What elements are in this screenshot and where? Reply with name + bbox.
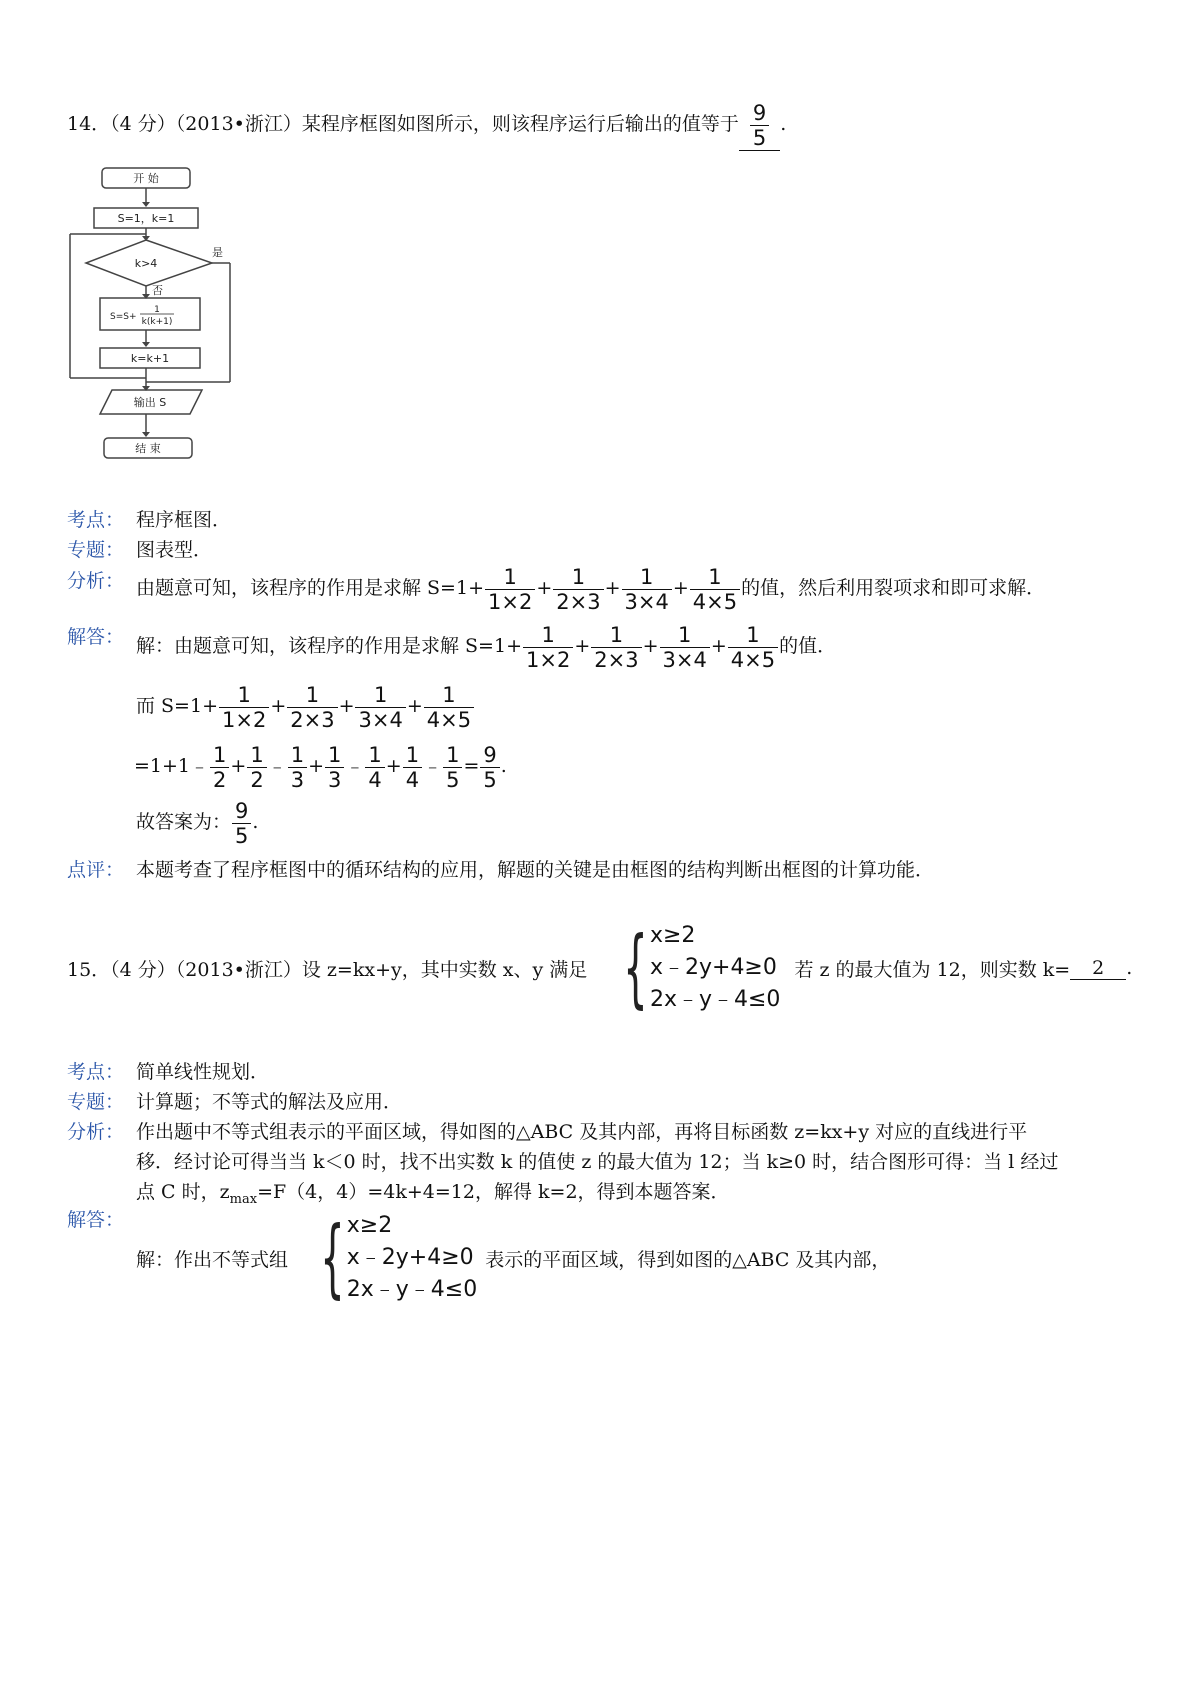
tel-frac-5: $\frac{1}{4}$: [365, 743, 384, 792]
fenxi-frac-3: $\frac{1}{3\times 4}$: [622, 565, 672, 614]
flow-no-text: 否: [152, 284, 163, 297]
q15-ineq-1: x≥2: [649, 923, 696, 948]
flow-yes-text: 是: [212, 246, 223, 259]
q14-fenxi-line: 由题意可知，该程序的作用是求解 S=1+ $\frac{1}{1\times 2}$ + $\frac{1}{2\times 3}$ + $\frac{1}{3\times 4}$ + $\frac{1}{4\times 5}$ 的值，然后利用裂项求和即可求解．: [136, 564, 1046, 614]
tel-frac-3: $\frac{1}{3}$: [288, 743, 307, 792]
q14-answer-fraction: $\frac{9}{5}$: [750, 101, 769, 150]
q14-dianping-label: 点评：: [67, 859, 125, 881]
q15-answer-blank: 2: [1070, 957, 1126, 980]
q14-stem-line: 14．（4 分）（2013•浙江）某程序框图如图所示，则该程序运行后输出的值等于 $\frac{9}{5}$ .: [67, 98, 786, 150]
jieda-frac-3: $\frac{1}{3\times 4}$: [660, 623, 710, 672]
jieda-frac-1: $\frac{1}{1\times 2}$: [523, 623, 573, 672]
q15-sub-max: max: [229, 1191, 258, 1207]
q15-jieda-label: 解答：: [67, 1209, 125, 1231]
q14-fenxi-label: 分析：: [67, 570, 125, 592]
q15-stem-line: 15．（4 分）（2013•浙江）设 z=kx+y，其中实数 x、y 满足 { x≥2 x﹣2y+4≥0 2x﹣y﹣4≤0 若 z 的最大值为 12，则实数 k= 2 .: [67, 918, 1133, 1018]
tel-frac-6: $\frac{1}{4}$: [403, 743, 422, 792]
q14-guda-line: 故答案为： $\frac{9}{5}$ .: [136, 798, 259, 848]
jieda-frac-2: $\frac{1}{2\times 3}$: [591, 623, 641, 672]
tel-frac-4: $\frac{1}{3}$: [325, 743, 344, 792]
fenxi-frac-4: $\frac{1}{4\times 5}$: [690, 565, 740, 614]
q14-zhuanti-label: 专题：: [67, 539, 125, 561]
er-frac-4: $\frac{1}{4\times 5}$: [424, 683, 474, 732]
fenxi-frac-1: $\frac{1}{1\times 2}$: [485, 565, 535, 614]
q15-ineq-3: 2x﹣y﹣4≤0: [649, 987, 781, 1012]
fenxi-frac-2: $\frac{1}{2\times 3}$: [553, 565, 603, 614]
er-frac-3: $\frac{1}{3\times 4}$: [355, 683, 405, 732]
q15-jieda-system: { x≥2 x﹣2y+4≥0 2x﹣y﹣4≤0: [320, 1208, 478, 1308]
er-frac-2: $\frac{1}{2\times 3}$: [287, 683, 337, 732]
q15-fenxi-2: 移．经讨论可得当当 k＜0 时，找不出实数 k 的值使 z 的最大值为 12；当 k≥0 时，结合图形可得：当 l 经过: [136, 1151, 1059, 1173]
q15-fenxi-label: 分析：: [67, 1121, 125, 1143]
q15-fenxi-1: 作出题中不等式组表示的平面区域，得如图的△ABC 及其内部，再将目标函数 z=kx+y 对应的直线进行平: [136, 1121, 1028, 1143]
jieda-frac-4: $\frac{1}{4\times 5}$: [728, 623, 778, 672]
q14-jieda-line: 解：由题意可知，该程序的作用是求解 S=1+ $\frac{1}{1\times 2}$ + $\frac{1}{2\times 3}$ + $\frac{1}{3\times 4}$ + $\frac{1}{4\times 5}$ 的值．: [136, 622, 837, 672]
q15-fenxi-3: 点 C 时，$z_{max}=F(4$，4）=4k+4=12，解得 k=2，得到本题答案．: [136, 1181, 730, 1207]
flow-update-num: 1: [154, 305, 160, 315]
flow-end-text: 结 束: [135, 442, 161, 455]
q15-zhuanti: 计算题；不等式的解法及应用．: [136, 1091, 403, 1113]
q14-eq-line: =1+1﹣ $\frac{1}{2}$ + $\frac{1}{2}$ ﹣ $\frac{1}{3}$ + $\frac{1}{3}$ ﹣ $\frac{1}{4}$ + $\frac{1}{4}$ ﹣ $\frac{1}{5}$ = $\frac{9}{5}$ .: [134, 742, 507, 792]
q14-answer-blank: [739, 98, 780, 151]
flow-start-text: 开 始: [133, 172, 159, 185]
tel-frac-1: $\frac{1}{2}$: [210, 743, 229, 792]
q15-kaodian: 简单线性规划．: [136, 1061, 270, 1083]
flow-update-prefix: S=S+: [110, 312, 137, 322]
q15-stem-pre: 15．（4 分）（2013•浙江）设 z=kx+y，其中实数 x、y 满足: [67, 958, 588, 981]
left-brace-icon: {: [320, 1208, 345, 1308]
q14-stem: 14．（4 分）（2013•浙江）某程序框图如图所示，则该程序运行后输出的值等于: [67, 113, 739, 135]
flow-update-den: k(k+1): [141, 317, 173, 327]
q14-jieda-label: 解答：: [67, 626, 125, 648]
q15-ineq-2: x﹣2y+4≥0: [649, 955, 777, 980]
left-brace-icon: {: [623, 918, 648, 1018]
q15-kaodian-label: 考点：: [67, 1061, 125, 1083]
flow-output-text: 输出 S: [133, 396, 167, 409]
tel-frac-result: $\frac{9}{5}$: [480, 743, 499, 792]
flow-init-text: S=1，k=1: [117, 212, 175, 225]
guda-frac: $\frac{9}{5}$: [232, 799, 251, 848]
q14-kaodian-label: 考点：: [67, 509, 125, 531]
q15-jieda-line: 解：作出不等式组 { x≥2 x﹣2y+4≥0 2x﹣y﹣4≤0 表示的平面区域，得到如图的△ABC 及其内部，: [136, 1208, 891, 1308]
q15-stem-post: 若 z 的最大值为 12，则实数 k=: [794, 958, 1071, 981]
q15-system: [593, 920, 780, 1016]
q14-er-line: 而 S=1+ $\frac{1}{1\times 2}$ + $\frac{1}{2\times 3}$ + $\frac{1}{3\times 4}$ + $\frac{1}{4\times 5}$: [136, 680, 475, 732]
tel-frac-7: $\frac{1}{5}$: [443, 743, 462, 792]
er-frac-1: $\frac{1}{1\times 2}$: [219, 683, 269, 732]
flow-cond-text: k>4: [134, 257, 158, 270]
tel-frac-2: $\frac{1}{2}$: [247, 743, 266, 792]
q14-dianping: 本题考查了程序框图中的循环结构的应用，解题的关键是由框图的结构判断出框图的计算功能．: [136, 859, 935, 881]
flowchart: [62, 160, 252, 470]
q14-zhuanti: 图表型．: [136, 539, 213, 561]
flow-incr-text: k=k+1: [130, 352, 170, 365]
q15-zhuanti-label: 专题：: [67, 1091, 125, 1113]
q14-kaodian: 程序框图．: [136, 509, 232, 531]
